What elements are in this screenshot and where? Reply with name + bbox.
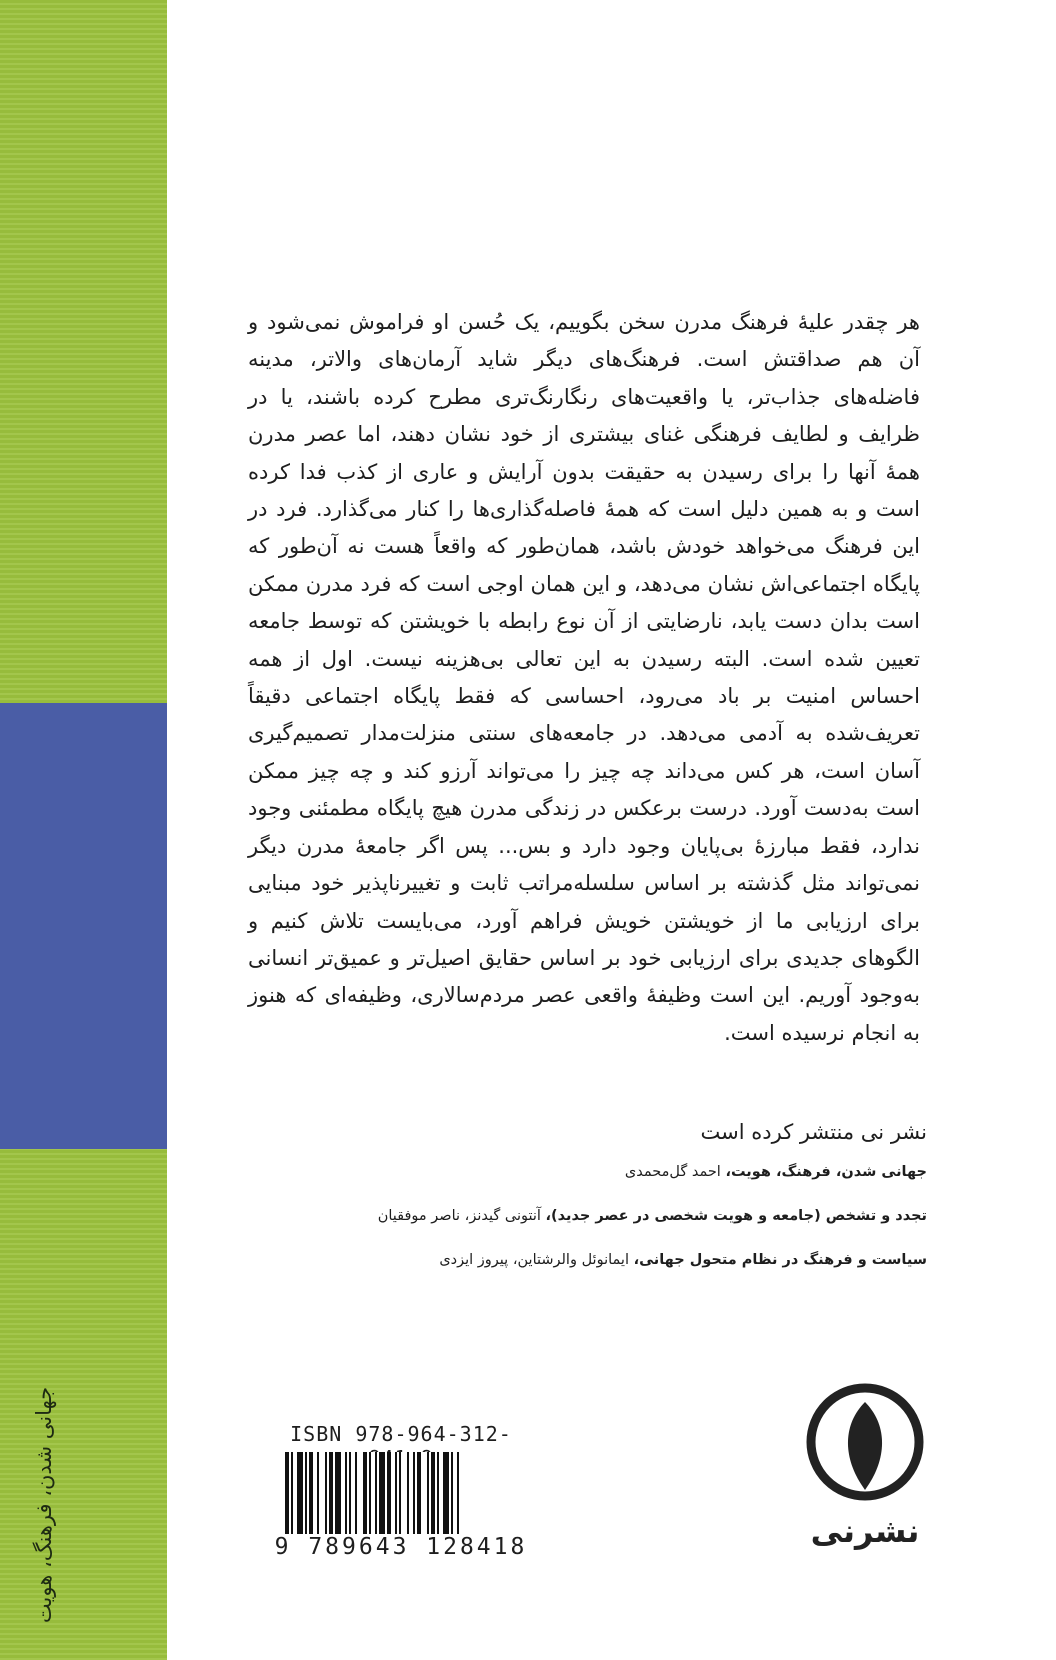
- barcode-bar: [305, 1452, 307, 1542]
- barcode-bar: [431, 1452, 435, 1542]
- book-entry: [300, 1206, 927, 1226]
- barcode-bar: [437, 1452, 439, 1542]
- barcode-bar: [355, 1452, 357, 1542]
- publisher-logo: [795, 1380, 935, 1550]
- barcode-bar: [417, 1452, 421, 1542]
- barcode-bar: [457, 1452, 459, 1542]
- barcode-bar: [317, 1452, 319, 1542]
- book-title: سیاست و فرهنگ در نظام متحول جهانی،: [633, 1252, 927, 1268]
- barcode-bar: [379, 1452, 385, 1542]
- spine-title-text: جهانی شدن، فرهنگ، هویت: [32, 1386, 56, 1624]
- barcode-bar: [285, 1452, 289, 1542]
- publisher-logo-name: نشرنی: [810, 1512, 920, 1550]
- book-title: جهانی شدن، فرهنگ، هویت،: [725, 1164, 927, 1180]
- barcode-bar: [309, 1452, 313, 1542]
- isbn-label: ISBN 978-964-312-: [290, 1422, 512, 1446]
- spine-title: [24, 1386, 64, 1624]
- book-entry: [300, 1250, 927, 1270]
- barcode-bar: [387, 1452, 391, 1542]
- spine-strip: [0, 0, 167, 1660]
- barcode-bar: [345, 1452, 347, 1542]
- barcode-bar: [443, 1452, 449, 1542]
- barcode-bar: [291, 1452, 293, 1542]
- barcode-bar: [395, 1452, 397, 1542]
- barcode-bars: [285, 1452, 525, 1542]
- spine-color-band: [0, 703, 167, 1149]
- barcode-bar: [325, 1452, 327, 1542]
- barcode-bar: [369, 1452, 371, 1542]
- barcode-bar: [349, 1452, 351, 1542]
- barcode-digits: 9 789643 128418: [272, 1534, 530, 1560]
- publisher-list: [300, 1120, 927, 1294]
- barcode-bar: [363, 1452, 367, 1542]
- publisher-list-heading: نشر نی منتشر کرده است: [700, 1120, 927, 1144]
- nashr-ney-logo-icon: [795, 1380, 935, 1510]
- book-author: ایمانوئل والرشتاین، پیروز ایزدی: [439, 1252, 629, 1268]
- book-entry: [300, 1162, 927, 1182]
- barcode-bar: [407, 1452, 409, 1542]
- barcode-bar: [413, 1452, 415, 1542]
- barcode-bar: [375, 1452, 377, 1542]
- barcode-bar: [335, 1452, 341, 1542]
- barcode-bar: [427, 1452, 429, 1542]
- back-cover-blurb: هر چقدر علیهٔ فرهنگ مدرن سخن بگوییم، یک حُسن او فراموش نمی‌شود و آن هم صداقتش است. فرهنگ‌های دیگر شاید آرمان‌های والاتر، مدینه فاضله‌های جذاب‌تر، یا واقعیت‌های رنگارنگ‌تری مطرح کرده باشند، یا در ظرایف و لطایف فرهنگی غنای بیشتری از خود نشان دهند، اما عصر مدرن همهٔ آنها را برای رسیدن به حقیقت بدون آرایش و عاری از کذب فدا کرده است و به همین دلیل است که همهٔ فاصله‌گذاری‌ها را کنار می‌گذارد. فرد در این فرهنگ می‌خواهد خودش باشد، همان‌طور که واقعاً هست نه آن‌طور که پایگاه اجتماعی‌اش نشان می‌دهد، و این همان اوجی است که فرد مدرن ممکن است بدان دست یابد، نارضایتی از آن نوع رابطه با خویشتن که توسط جامعه تعیین شده است. البته رسیدن به این تعالی بی‌هزینه نیست. اول از همه احساس امنیت بر باد می‌رود، احساسی که فقط پایگاه اجتماعی دقیقاً تعریف‌شده به آدمی می‌دهد. در جامعه‌های سنتی منزلت‌مدار تصمیم‌گیری آسان است، هر کس می‌داند چه چیز را می‌تواند آرزو کند و چه چیز ممکن است به‌دست آورد. درست برعکس در زندگی مدرن هیچ پایگاه مطمئنی وجود ندارد، فقط مبارزهٔ بی‌پایان وجود دارد و بس... پس اگر جامعهٔ مدرن دیگر نمی‌تواند مثل گذشته بر اساس سلسله‌مراتب ثابت و تغییرناپذیر خود مبنایی برای ارزیابی ما از خویشتن خویش فراهم آورد، می‌بایست تلاش کنیم و الگوهای جدیدی برای ارزیابی خود بر اساس حقایق اصیل‌تر و عمیق‌تر انسانی به‌وجود آوریم. این است وظیفهٔ واقعی عصر مردم‌سالاری، وظیفه‌ای که هنوز به انجام نرسیده است.: [248, 310, 920, 1045]
- book-author: احمد گل‌محمدی: [624, 1164, 721, 1180]
- book-author: آنتونی گیدنز، ناصر موفقیان: [377, 1208, 541, 1224]
- barcode-bar: [451, 1452, 453, 1542]
- book-title: تجدد و تشخص (جامعه و هویت شخصی در عصر جدید)،: [545, 1208, 927, 1224]
- barcode-bar: [399, 1452, 401, 1542]
- isbn-barcode: [272, 1422, 530, 1562]
- barcode-bar: [329, 1452, 333, 1542]
- barcode-bar: [297, 1452, 303, 1542]
